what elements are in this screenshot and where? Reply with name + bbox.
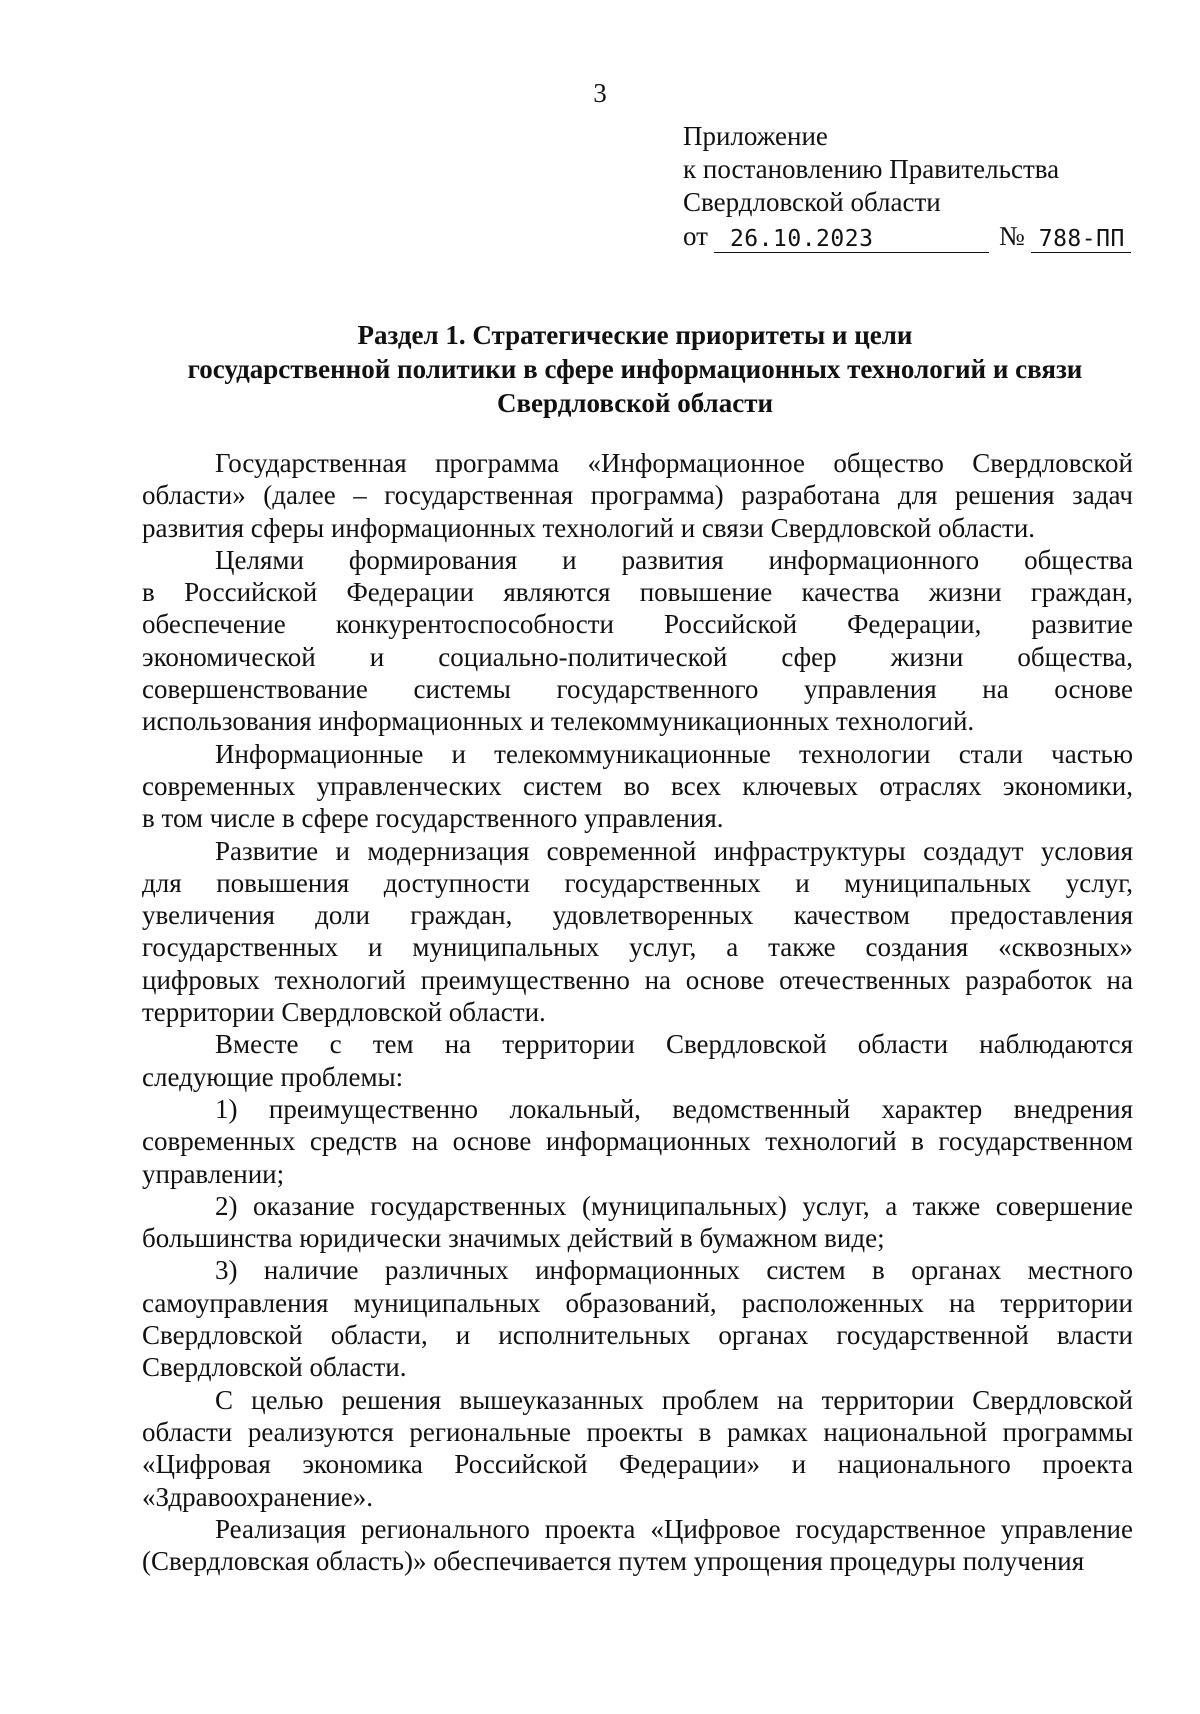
section-title-line: Раздел 1. Стратегические приоритеты и цели: [357, 320, 913, 350]
paragraph: [142, 1028, 1133, 1093]
section-title-line: государственной политики в сфере информационных технологий и связи: [187, 354, 1083, 384]
paragraph-line: Развитие и модернизация современной инфраструктуры создадут условия: [215, 835, 1133, 866]
paragraph-line: Информационные и телекоммуникационные технологии стали частью: [215, 738, 1133, 769]
paragraph-line: Государственная программа «Информационное общество Свердловской: [215, 448, 1133, 478]
paragraph: [142, 1513, 1133, 1578]
section-title: [140, 318, 1130, 420]
paragraph-line: 1) преимущественно локальный, ведомственный характер внедрения: [215, 1093, 1133, 1124]
paragraph-line: использования информационных и телекоммуникационных технологий.: [142, 706, 975, 737]
paragraph-line: самоуправления муниципальных образований, расположенных на территории: [142, 1287, 1133, 1318]
annex-date-number-line: [683, 220, 1143, 253]
paragraph-line: совершенствование системы государственного управления на основе: [142, 674, 1133, 705]
paragraph: [142, 544, 1133, 738]
paragraph-line: Реализация регионального проекта «Цифровое государственное управление: [215, 1513, 1133, 1544]
page-number: 3: [593, 78, 607, 108]
number-field: 788-ПП: [1031, 226, 1131, 253]
paragraph-line: современных управленческих систем во всех ключевых отраслях экономики,: [142, 770, 1133, 801]
paragraph: [142, 1384, 1133, 1513]
paragraph-line: увеличения доли граждан, удовлетворенных качеством предоставления: [142, 900, 1133, 931]
paragraph-line: в Российской Федерации являются повышение качества жизни граждан,: [142, 577, 1133, 608]
paragraph-line: (Свердловская область)» обеспечивается путем упрощения процедуры получения: [142, 1546, 1085, 1577]
paragraph-line: большинства юридически значимых действий в бумажном виде;: [142, 1223, 885, 1254]
paragraph-line: Целями формирования и развития информационного общества: [215, 544, 1133, 575]
paragraph-line: для повышения доступности государственных и муниципальных услуг,: [142, 867, 1133, 898]
paragraph-line: территории Свердловской области.: [142, 997, 546, 1028]
paragraph-line: в том числе в сфере государственного управления.: [142, 803, 724, 834]
section-title-line: Свердловской области: [496, 388, 774, 418]
paragraph-line: Свердловской области, и исполнительных органах государственной власти: [142, 1320, 1133, 1351]
paragraph: [142, 1254, 1133, 1383]
paragraph-line: развития сферы информационных технологий и связи Свердловской области.: [142, 512, 1036, 543]
paragraph: [142, 738, 1133, 835]
paragraph: [142, 447, 1133, 544]
annex-title: Приложение: [683, 121, 828, 151]
paragraph-line: следующие проблемы:: [142, 1061, 404, 1092]
annex-reference: к постановлению Правительства: [683, 154, 1060, 184]
paragraph-line: области» (далее – государственная программа) разработана для решения задач: [142, 480, 1133, 511]
paragraph: [142, 1190, 1133, 1255]
paragraph: [142, 1093, 1133, 1190]
paragraph-line: экономической и социально-политической сфер жизни общества,: [142, 641, 1133, 672]
number-prefix: №: [998, 221, 1025, 251]
paragraph-line: Свердловской области.: [142, 1352, 407, 1383]
paragraph-line: области реализуются региональные проекты в рамках национальной программы: [142, 1416, 1133, 1447]
body-text: [142, 447, 1133, 1577]
paragraph-line: обеспечение конкурентоспособности Российской Федерации, развитие: [142, 609, 1133, 640]
paragraph-line: С целью решения вышеуказанных проблем на территории Свердловской: [215, 1384, 1133, 1415]
date-field: 26.10.2023: [714, 226, 989, 253]
paragraph-line: государственных и муниципальных услуг, а также создания «сквозных»: [142, 932, 1133, 963]
paragraph-line: цифровых технологий преимущественно на основе отечественных разработок на: [142, 964, 1133, 995]
paragraph: [142, 835, 1133, 1029]
paragraph-line: современных средств на основе информационных технологий в государственном: [142, 1126, 1133, 1157]
annex-block: [683, 120, 1143, 253]
paragraph-line: «Цифровая экономика Российской Федерации» и национального проекта: [142, 1449, 1133, 1480]
date-prefix: от: [683, 221, 708, 251]
annex-region: Свердловской области: [683, 187, 941, 217]
paragraph-line: управлении;: [142, 1158, 285, 1189]
paragraph-line: 2) оказание государственных (муниципальных) услуг, а также совершение: [215, 1190, 1133, 1221]
paragraph-line: 3) наличие различных информационных систем в органах местного: [215, 1255, 1133, 1286]
paragraph-line: Вместе с тем на территории Свердловской области наблюдаются: [215, 1029, 1133, 1060]
paragraph-line: «Здравоохранение».: [142, 1481, 374, 1512]
